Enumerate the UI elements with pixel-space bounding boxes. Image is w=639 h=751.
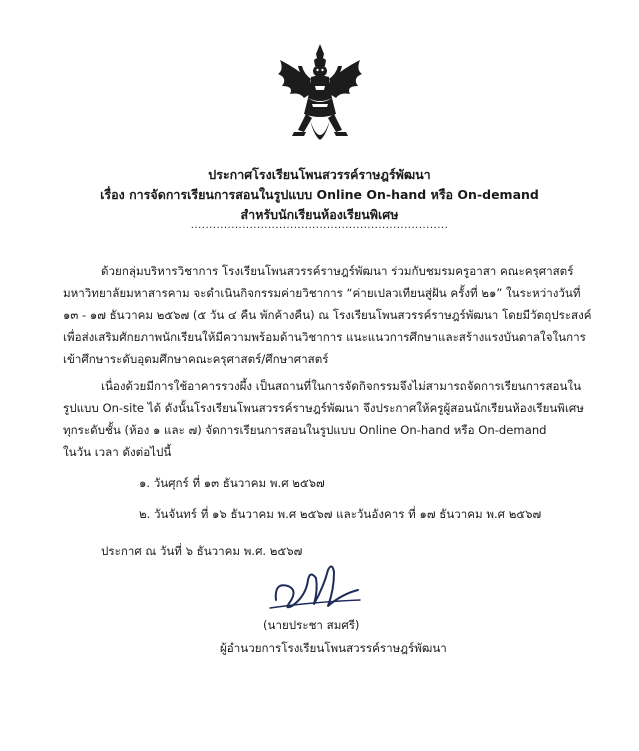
date-item-1: ๑. วันศุกร์ ที่ ๑๓ ธันวาคม พ.ศ ๒๕๖๗: [139, 476, 325, 490]
paragraph-2-line-3: ทุกระดับชั้น (ห้อง ๑ และ ๗) จัดการเรียนการสอนในรูปแบบ Online On-hand หรือ On-demand: [63, 423, 547, 437]
garuda-emblem-icon: [270, 40, 370, 152]
paragraph-1-line-4: เพื่อส่งเสริมศักยภาพนักเรียนให้มีความพร้อมด้านวิชาการ แนะแนวการศึกษาและสร้างแรงบันดาลใจในการ: [63, 330, 586, 344]
paragraph-2-line-4: ในวัน เวลา ดังต่อไปนี้: [63, 445, 172, 459]
announcement-date: ประกาศ ณ วันที่ ๖ ธันวาคม พ.ศ. ๒๕๖๗: [101, 544, 303, 558]
paragraph-2-line-2: รูปแบบ On-site ได้ ดังนั้นโรงเรียนโพนสวรรค์ราษฎร์พัฒนา จึงประกาศให้ครูผู้สอนนักเรียนห้องเรียนพิเศษ: [63, 401, 584, 415]
announcement-target: สำหรับนักเรียนห้องเรียนพิเศษ: [240, 207, 399, 222]
paragraph-1-line-3: ๑๓ - ๑๗ ธันวาคม ๒๕๖๗ (๕ วัน ๔ คืน พักค้างคืน) ณ โรงเรียนโพนสวรรค์ราษฎร์พัฒนา โดยมีวัตถุประสงค์: [63, 308, 592, 322]
announcement-subject: เรื่อง การจัดการเรียนการสอนในรูปแบบ Online On-hand หรือ On-demand: [100, 187, 539, 202]
paragraph-1-line-5: เข้าศึกษาระดับอุดมศึกษาคณะครุศาสตร์/ศึกษาศาสตร์: [63, 352, 329, 366]
announcement-title: ประกาศโรงเรียนโพนสวรรค์ราษฎร์พัฒนา: [208, 167, 431, 182]
paragraph-1-line-1: ด้วยกลุ่มบริหารวิชาการ โรงเรียนโพนสวรรค์ราษฎร์พัฒนา ร่วมกับชมรมครูอาสา คณะครุศาสตร์: [101, 264, 574, 278]
paragraph-1-line-2: มหาวิทยาลัยมหาสารคาม จะดำเนินกิจกรรมค่ายวิชาการ “ค่ายเปลวเทียนสู่ฝัน ครั้งที่ ๒๑” ในระหว่างวันที่: [63, 286, 581, 300]
signer-name: (นายประชา สมศรี): [263, 618, 360, 632]
signer-title: ผู้อำนวยการโรงเรียนโพนสวรรค์ราษฎร์พัฒนา: [220, 641, 447, 655]
date-item-2: ๒. วันจันทร์ ที่ ๑๖ ธันวาคม พ.ศ ๒๕๖๗ และวันอังคาร ที่ ๑๗ ธันวาคม พ.ศ ๒๕๖๗: [139, 507, 542, 521]
paragraph-2-line-1: เนื่องด้วยมีการใช้อาคารรวงผึ้ง เป็นสถานที่ในการจัดกิจกรรมจึงไม่สามารถจัดการเรียนการสอนใน: [101, 379, 582, 393]
handwritten-signature: [262, 556, 372, 616]
title-separator: ......................................................................: [190, 220, 449, 231]
